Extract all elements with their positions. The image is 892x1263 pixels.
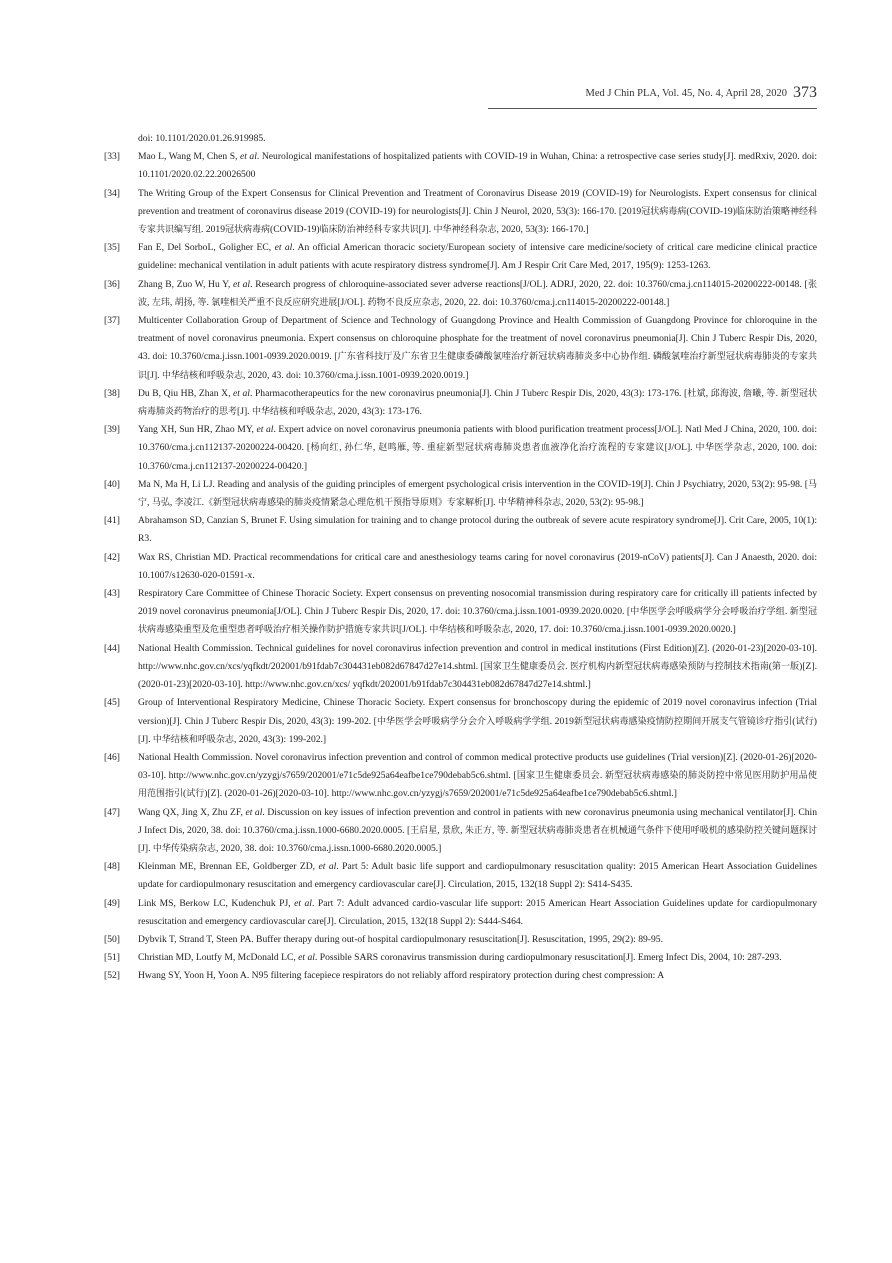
reference-item [104, 640, 817, 695]
reference-text: Wang QX, Jing X, Zhu ZF, et al. Discussion on key issues of infection prevention and control in patients with new coronavirus pneumonia using mechanical ventilator[J]. Chin J Infect Dis, 2020, 38. doi: 10.3760/cma.j.issn.1000-6680.2020.0005. [王启星, 景欣, 朱正方, 等. 新型冠状病毒肺炎患者在机械通气条件下使用呼吸机的感染防控关键问题探讨[J]. 中华传染病杂志, 2020, 38. doi: 10.3760/cma.j.issn.1000-6680.2020.0005.] [138, 806, 817, 854]
reference-item [104, 276, 817, 312]
reference-number: [36] [104, 278, 120, 290]
reference-number: [44] [104, 642, 120, 654]
header-rule [488, 108, 817, 109]
reference-text: Multicenter Collaboration Group of Department of Science and Technology of Guangdong Province and Health Commission of Guangdong Province for chloroquine in the treatment of novel coronavirus pneumonia. Expert consensus on chloroquine phosphate for the treatment of novel coronavirus pneumonia[J]. Chin J Tuberc Respir Dis, 2020, 43. doi: 10.3760/cma.j.issn.1001-0939.2020.0019. [广东省科技厅及广东省卫生健康委磷酸氯喹治疗新冠状病毒肺炎多中心协作组. 磷酸氯喹治疗新型冠状病毒肺炎的专家共识[J]. 中华结核和呼吸杂志, 2020, 43. doi: 10.3760/cma.j.issn.1001-0939.2020.0019.] [138, 315, 818, 381]
reference-number: [45] [104, 697, 120, 709]
page-number: 373 [793, 84, 817, 101]
reference-item [104, 312, 817, 385]
reference-item [104, 185, 817, 240]
reference-item [104, 512, 817, 548]
reference-number: [47] [104, 806, 120, 818]
reference-number: [35] [104, 242, 120, 254]
reference-number: [48] [104, 861, 120, 873]
reference-item [104, 239, 817, 275]
reference-list [104, 130, 817, 986]
reference-text: Group of Interventional Respiratory Medicine, Chinese Thoracic Society. Expert consensus for bronchoscopy during the epidemic of 2019 novel coronavirus infection (Trial version)[J]. Chin J Tuberc Respir Dis, 2020, 43(3): 199-202. [中华医学会呼吸病学分会介入呼吸病学学组. 2019新型冠状病毒感染疫情防控期间开展支气管镜诊疗指引(试行)[J]. 中华结核和呼吸杂志, 2020, 43(3): 199-202.] [138, 697, 817, 745]
reference-item [104, 931, 817, 949]
reference-number: [39] [104, 424, 120, 436]
reference-text: National Health Commission. Technical guidelines for novel coronavirus infection prevention and control in medical institutions (First Edition)[Z]. (2020-01-23)[2020-03-10]. http://www.nhc.gov.cn/xcs/yqfkdt/202001/b91fdab7c304431eb082d67847d27e14.shtml. [国家卫生健康委员会. 医疗机构内新型冠状病毒感染预防与控制技术指南(第一版)[Z]. (2020-01-23)[2020-03-10]. http://www.nhc.gov.cn/xcs/ yqfkdt/202001/b91fdab7c304431eb082d67847d27e14.shtml.] [138, 642, 817, 691]
reference-item [104, 895, 817, 931]
reference-item [104, 549, 817, 585]
reference-item [104, 694, 817, 749]
reference-item [104, 749, 817, 804]
reference-item [104, 858, 817, 894]
reference-item [104, 967, 817, 985]
reference-number: [33] [104, 151, 120, 163]
journal-citation: Med J Chin PLA, Vol. 45, No. 4, April 28, 2020 [585, 88, 787, 99]
reference-number: [51] [104, 952, 120, 964]
reference-text: Dybvik T, Strand T, Steen PA. Buffer therapy during out-of hospital cardiopulmonary resuscitation[J]. Resuscitation, 1995, 29(2): 89-95. [138, 933, 663, 945]
reference-text: Respiratory Care Committee of Chinese Thoracic Society. Expert consensus on preventing nosocomial transmission during respiratory care for critically ill patients infected by 2019 novel coronavirus pneumonia[J/OL]. Chin J Tuberc Respir Dis, 2020, 17. doi: 10.3760/cma.j.issn.1001-0939.2020.0020. [中华医学会呼吸病学分会呼吸治疗学组. 新型冠状病毒感染重型及危重型患者呼吸治疗相关操作防护措施专家共识[J/OL]. 中华结核和呼吸杂志, 2020, 17. doi: 10.3760/cma.j.issn.1001-0939.2020.0020.] [138, 588, 817, 636]
reference-number: [38] [104, 387, 120, 399]
reference-number: [49] [104, 897, 120, 909]
reference-text: Wax RS, Christian MD. Practical recommendations for critical care and anesthesiology teams caring for novel coronavirus (2019-nCoV) patients[J]. Can J Anaesth, 2020. doi: 10.1007/s12630-020-01591-x. [138, 551, 817, 581]
reference-number: [46] [104, 751, 120, 763]
reference-text: Zhang B, Zuo W, Hu Y, et al. Research progress of chloroquine-associated sever adverse reactions[J/OL]. ADRJ, 2020, 22. doi: 10.3760/cma.j.cn114015-20200222-00148. [张波, 左玮, 胡扬, 等. 氯喹相关严重不良反应研究进展[J/OL]. 药物不良反应杂志, 2020, 22. doi: 10.3760/cma.j.cn114015-20200222-00148.] [138, 278, 817, 308]
reference-number: [50] [104, 933, 120, 945]
reference-text: Kleinman ME, Brennan EE, Goldberger ZD, et al. Part 5: Adult basic life support and cardiopulmonary resuscitation quality: 2015 American Heart Association Guidelines update for cardiopulmonary resuscitation and emergency cardiovascular care[J]. Circulation, 2015, 132(18 Suppl 2): S414-S435. [138, 861, 817, 891]
reference-number: [34] [104, 187, 120, 199]
reference-text: Link MS, Berkow LC, Kudenchuk PJ, et al. Part 7: Adult advanced cardio-vascular life support: 2015 American Heart Association Guidelines update for cardiopulmonary resuscitation and emergency cardiovascular care[J]. Circulation, 2015, 132(18 Suppl 2): S444-S464. [138, 897, 818, 927]
reference-item [104, 148, 817, 184]
reference-number: [43] [104, 588, 120, 600]
reference-text: Mao L, Wang M, Chen S, et al. Neurological manifestations of hospitalized patients with COVID-19 in Wuhan, China: a retrospective case series study[J]. medRxiv, 2020. doi: 10.1101/2020.02.22.20026500 [138, 151, 817, 181]
reference-text: Ma N, Ma H, Li LJ. Reading and analysis of the guiding principles of emergent psychological crisis intervention in the COVID-19[J]. Chin J Psychiatry, 2020, 53(2): 95-98. [马宁, 马弘, 李凌江.《新型冠状病毒感染的肺炎疫情紧急心理危机干预指导原则》专家解析[J]. 中华精神科杂志, 2020, 53(2): 95-98.] [138, 478, 817, 509]
reference-text: Yang XH, Sun HR, Zhao MY, et al. Expert advice on novel coronavirus pneumonia patients with blood purification treatment process[J/OL]. Natl Med J China, 2020, 100. doi: 10.3760/cma.j.cn112137-20200224-00420. [杨向红, 孙仁华, 赵鸣雁, 等. 重症新型冠状病毒肺炎患者血液净化治疗流程的专家建议[J/OL]. 中华医学杂志, 2020, 100. doi: 10.3760/cma.j.cn112137-20200224-00420.] [138, 424, 818, 472]
reference-item [104, 421, 817, 476]
reference-number: [37] [104, 315, 120, 327]
reference-text: The Writing Group of the Expert Consensus for Clinical Prevention and Treatment of Coronavirus Disease 2019 (COVID-19) for Neurologists. Expert consensus for clinical prevention and treatment of coronavirus disease 2019 (COVID-19) for neurologists[J]. Chin J Neurol, 2020, 53(3): 166-170. [2019冠状病毒病(COVID-19)临床防治策略神经科专家共识编写组. 2019冠状病毒病(COVID-19)临床防治神经科专家共识[J]. 中华神经科杂志, 2020, 53(3): 166-170.] [138, 187, 817, 236]
reference-text: Christian MD, Loutfy M, McDonald LC, et al. Possible SARS coronavirus transmission during cardiopulmonary resuscitation[J]. Emerg Infect Dis, 2004, 10: 287-293. [138, 952, 782, 964]
reference-text: Abrahamson SD, Canzian S, Brunet F. Using simulation for training and to change protocol during the outbreak of severe acute respiratory syndrome[J]. Crit Care, 2005, 10(1): R3. [138, 515, 817, 545]
reference-item [104, 385, 817, 421]
reference-number: [40] [104, 478, 120, 490]
reference-item [104, 476, 817, 512]
reference-number: [42] [104, 551, 120, 563]
reference-number: [52] [104, 970, 120, 982]
reference-item [104, 804, 817, 859]
reference-item [104, 949, 817, 967]
reference-text: Du B, Qiu HB, Zhan X, et al. Pharmacotherapeutics for the new coronavirus pneumonia[J]. Chin J Tuberc Respir Dis, 2020, 43(3): 173-176. [杜斌, 邱海波, 詹曦, 等. 新型冠状病毒肺炎药物治疗的思考[J]. 中华结核和呼吸杂志, 2020, 43(3): 173-176. [138, 387, 818, 418]
reference-continuation: doi: 10.1101/2020.01.26.919985. [138, 133, 266, 144]
reference-item [104, 585, 817, 640]
reference-text: Fan E, Del SorboL, Goligher EC, et al. An official American thoracic society/European society of intensive care medicine/society of critical care medicine clinical practice guideline: mechanical ventilation in adult patients with acute respiratory distress syndrome[J]. Am J Respir Crit Care Med, 2017, 195(9): 1253-1263. [138, 242, 817, 272]
reference-text: Hwang SY, Yoon H, Yoon A. N95 filtering facepiece respirators do not reliably afford respiratory protection during chest compression: A [138, 970, 665, 982]
reference-number: [41] [104, 515, 120, 527]
running-header [488, 84, 817, 102]
reference-text: National Health Commission. Novel coronavirus infection prevention and control of common medical protective products use guidelines (Trial version)[Z]. (2020-01-26)[2020-03-10]. http://www.nhc.gov.cn/yzygj/s7659/202001/e71c5de925a64eafbe1ce790debab5c6.shtml. [国家卫生健康委员会. 新型冠状病毒感染的肺炎防控中常见医用防护用品使用范围指引(试行)[Z]. (2020-01-26)[2020-03-10]. http://www.nhc.gov.cn/yzygj/s7659/202001/e71c5de925a64eafbe1ce790debab5c6.shtml.] [138, 751, 817, 800]
